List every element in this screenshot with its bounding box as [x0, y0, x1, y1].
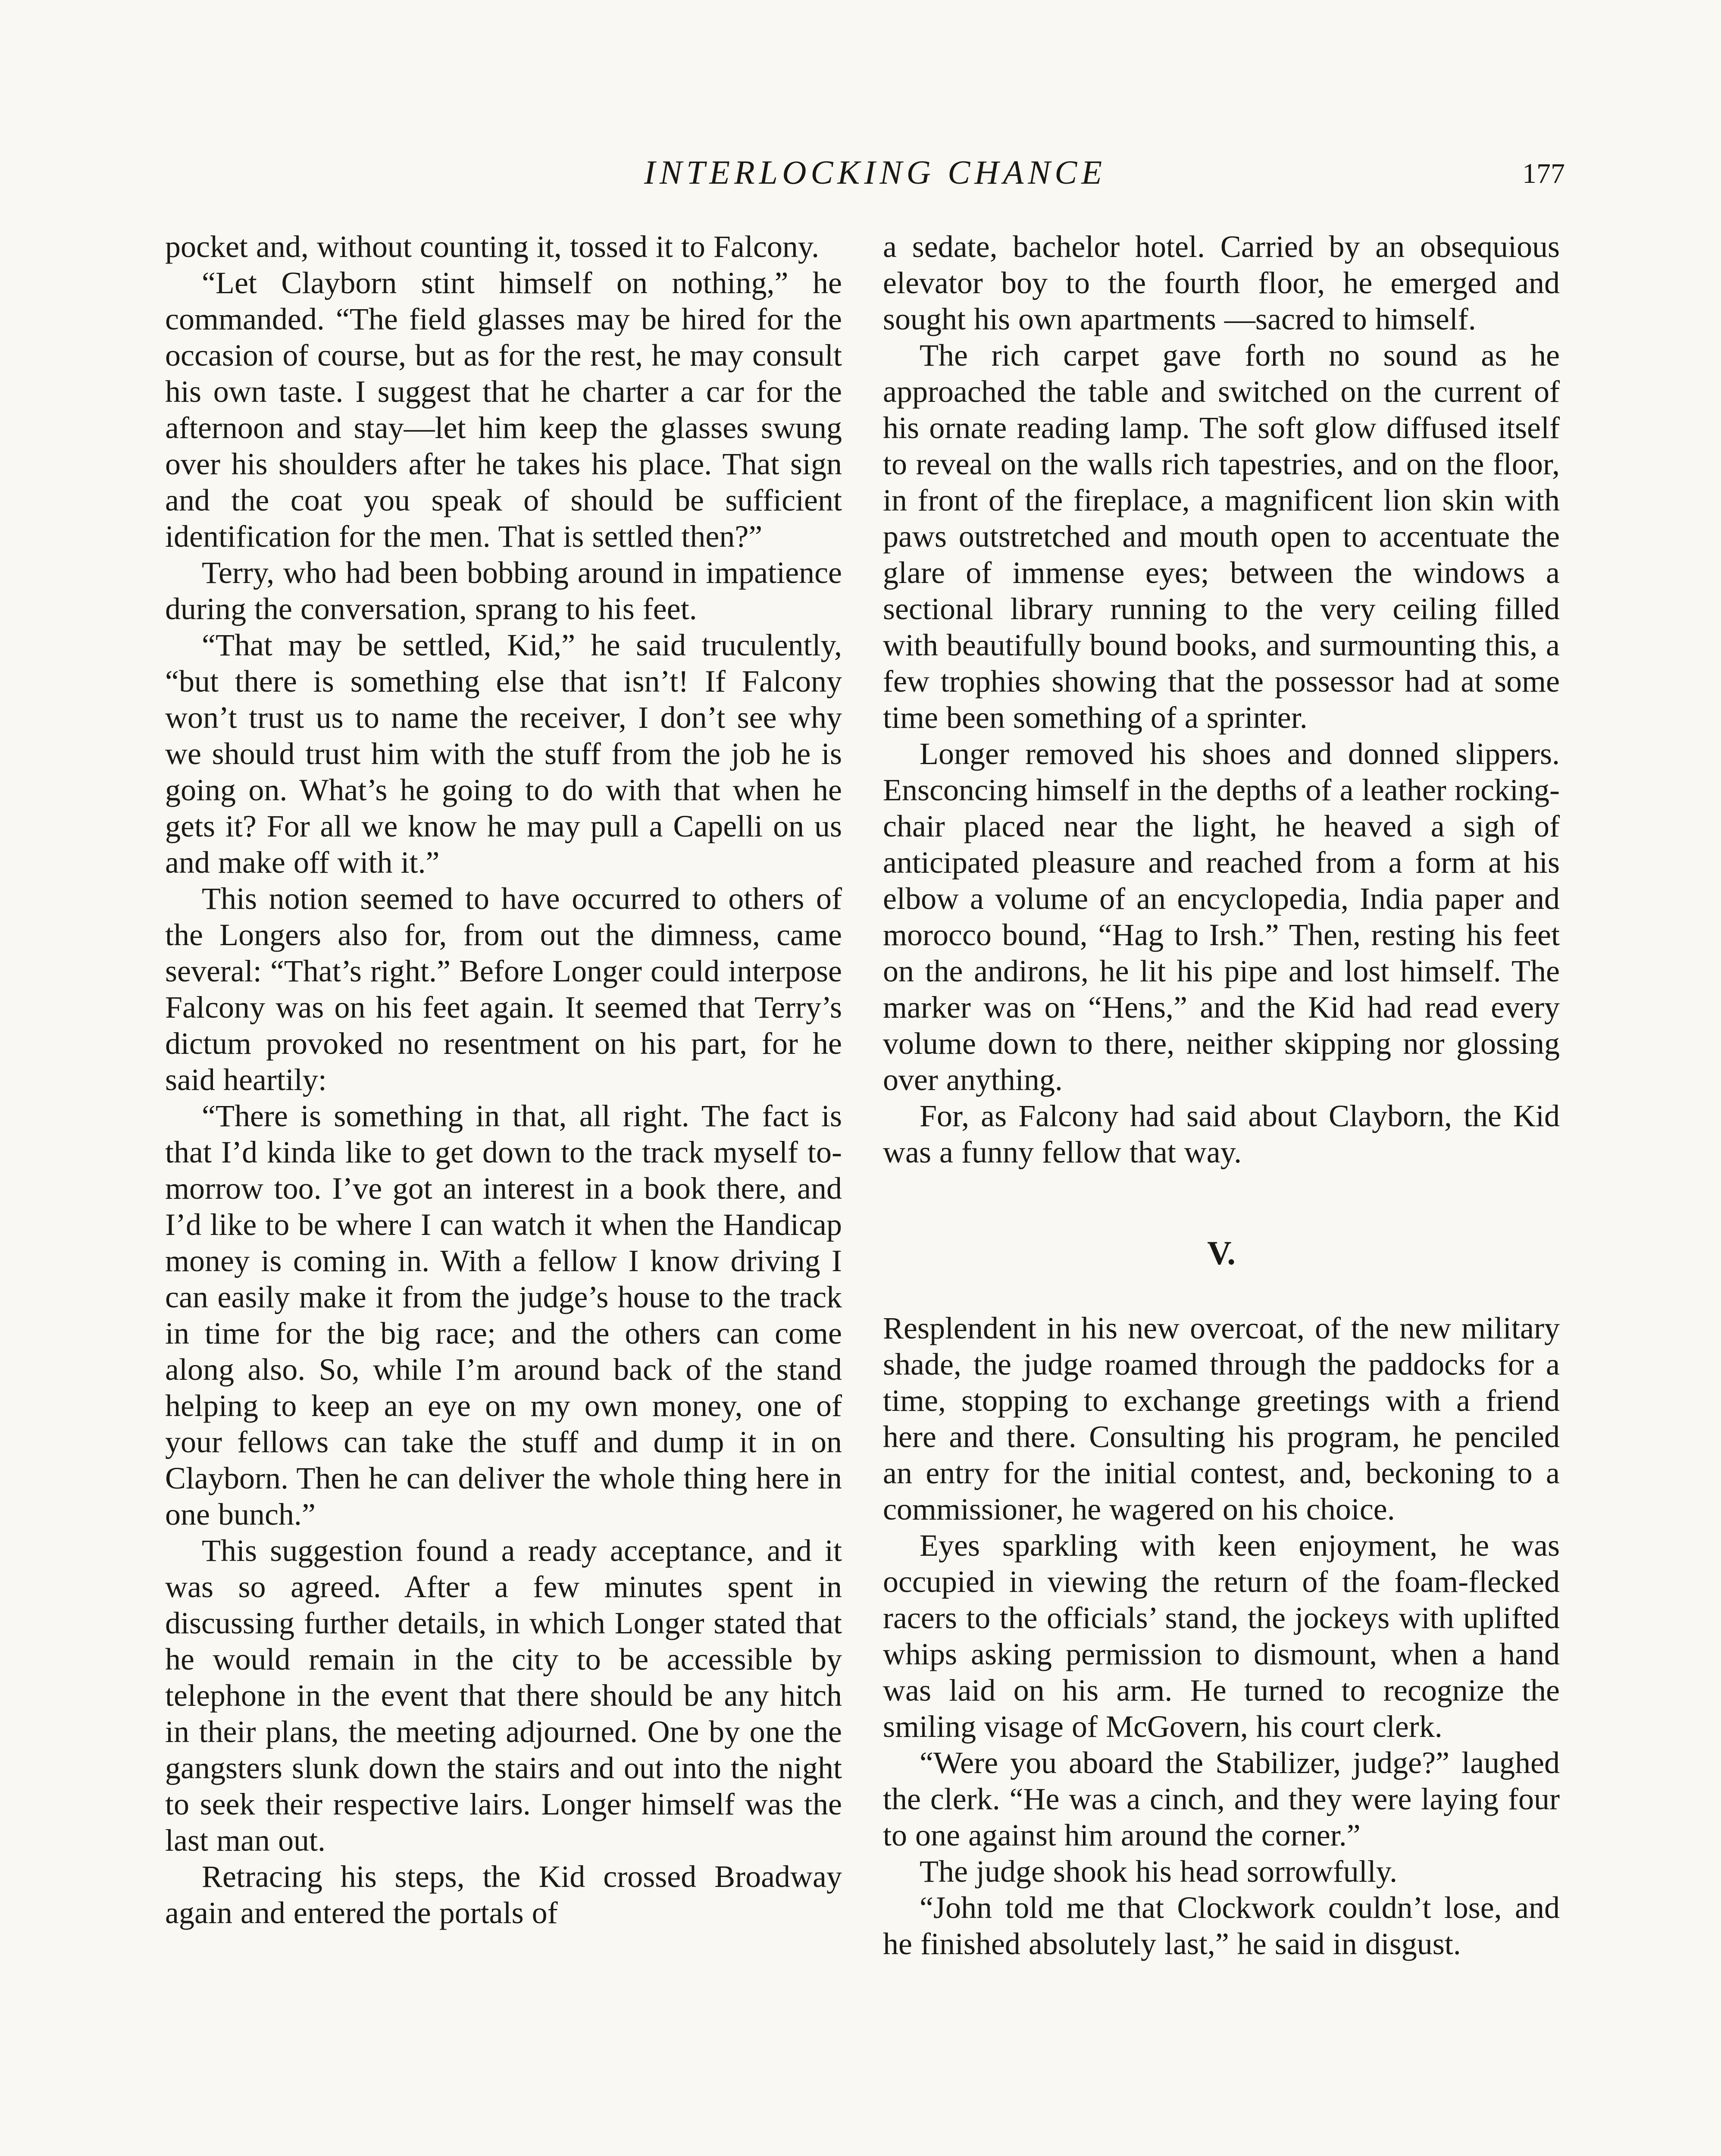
running-title: INTERLOCKING CHANCE: [644, 154, 1106, 191]
paragraph: For, as Falcony had said about Clayborn, the Kid was a funny fellow that way.: [883, 1099, 1560, 1169]
paragraph: Eyes sparkling with keen enjoyment, he was occupied in viewing the return of the foam-flecked racers to the officials’ stand, the jockeys with uplifted whips asking permission to dismount, when a hand was laid on his arm. He turned to recognize the smiling visage of McGovern, his court clerk.: [883, 1528, 1560, 1744]
right-column: [883, 229, 1560, 2156]
paragraph: The judge shook his head sorrowfully.: [920, 1854, 1398, 1889]
paragraph: Longer removed his shoes and donned slippers. Ensconcing himself in the depths of a leather rocking-chair placed near the light, he heaved a sigh of anticipated pleasure and reached from a form at his elbow a volume of an encyclopedia, India paper and morocco bound, “Hag to Irsh.” Then, resting his feet on the andirons, he lit his pipe and lost himself. The marker was on “Hens,” and the Kid had read every volume down to there, neither skipping nor glossing over anything.: [883, 736, 1560, 1097]
paragraph: “John told me that Clockwork couldn’t lose, and he finished absolutely last,” he said in disgust.: [883, 1890, 1560, 1961]
paragraph: Terry, who had been bobbing around in impatience during the conversation, sprang to his feet.: [165, 555, 842, 626]
paragraph: This notion seemed to have occurred to others of the Longers also for, from out the dimness, came several: “That’s right.” Before Longer could interpose Falcony was on his feet again. It seemed that Terry’s dictum provoked no resentment on his part, for he said heartily:: [165, 881, 842, 1097]
paragraph: This suggestion found a ready acceptance, and it was so agreed. After a few minutes spent in discussing further details, in which Longer stated that he would remain in the city to be accessible by telephone in the event that there should be any hitch in their plans, the meeting adjourned. One by one the gangsters slunk down the stairs and out into the night to seek their respective lairs. Longer himself was the last man out.: [165, 1533, 842, 1858]
page-number: 177: [1522, 158, 1565, 189]
section-heading: V.: [1207, 1234, 1236, 1272]
paragraph: pocket and, without counting it, tossed it to Falcony.: [165, 229, 820, 264]
paragraph: Retracing his steps, the Kid crossed Broadway again and entered the portals of: [165, 1859, 842, 1930]
paragraph: “There is something in that, all right. The fact is that I’d kinda like to get down to the track myself to-morrow too. I’ve got an interest in a book there, and I’d like to be where I can watch it when the Handicap money is coming in. With a fellow I know driving I can easily make it from the judge’s house to the track in time for the big race; and the others can come along also. So, while I’m around back of the stand helping to keep an eye on my own money, one of your fellows can take the stuff and dump it in on Clayborn. Then he can deliver the whole thing here in one bunch.”: [165, 1099, 842, 1532]
paragraph: Resplendent in his new overcoat, of the new military shade, the judge roamed through the paddocks for a time, stopping to exchange greetings with a friend here and there. Consulting his program, he penciled an entry for the initial contest, and, beckoning to a commissioner, he wagered on his choice.: [883, 1311, 1560, 1526]
paragraph: a sedate, bachelor hotel. Carried by an obsequious elevator boy to the fourth floor, he emerged and sought his own apartments —sacred to himself.: [883, 229, 1560, 336]
left-column: [165, 229, 842, 2156]
paragraph: “Were you aboard the Stabilizer, judge?” laughed the clerk. “He was a cinch, and they were laying four to one against him around the corner.”: [883, 1745, 1560, 1852]
paragraph: “Let Clayborn stint himself on nothing,” he commanded. “The field glasses may be hired for the occasion of course, but as for the rest, he may consult his own taste. I suggest that he charter a car for the afternoon and stay—let him keep the glasses swung over his shoulders after he takes his place. That sign and the coat you speak of should be sufficient identification for the men. That is settled then?”: [165, 266, 842, 554]
paragraph: “That may be settled, Kid,” he said truculently, “but there is something else that isn’t! If Falcony won’t trust us to name the receiver, I don’t see why we should trust him with the stuff from the job he is going on. What’s he going to do with that when he gets it? For all we know he may pull a Capelli on us and make off with it.”: [165, 628, 842, 880]
paragraph: The rich carpet gave forth no sound as he approached the table and switched on the current of his ornate reading lamp. The soft glow diffused itself to reveal on the walls rich tapestries, and on the floor, in front of the fireplace, a magnificent lion skin with paws outstretched and mouth open to accentuate the glare of immense eyes; between the windows a sectional library running to the very ceiling filled with beautifully bound books, and surmounting this, a few trophies showing that the possessor had at some time been something of a sprinter.: [883, 338, 1560, 735]
